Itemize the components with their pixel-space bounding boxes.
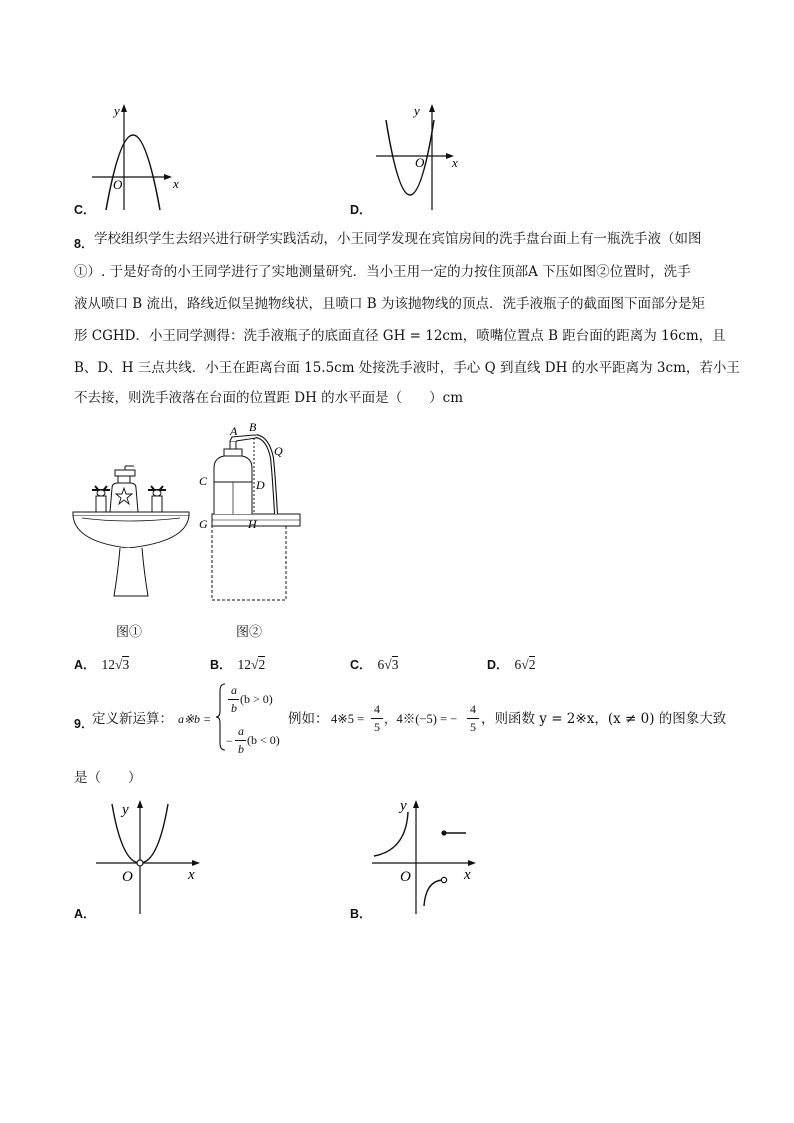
y-axis-label: y [400,798,407,814]
q9-text-line-2: 是（ ） [74,770,142,786]
q9-op-lhs: a※b = [178,712,212,726]
point-d-label: D [256,478,265,492]
q8-text-line-3: 液从喷口 B 流出，路线近似呈抛物线状，且喷口 B 为该抛物线的顶点．洗手液瓶子的截面图下面部分是矩 [74,296,706,312]
q8-text-line-2: ①）. 于是好奇的小王同学进行了实地测量研究．当小王用一定的力按住顶部A 下压如图②位置时，洗手 [74,264,691,280]
y-axis-label: y [122,802,129,818]
piecewise-brace [216,683,226,751]
point-b-label: B [249,420,257,434]
point-q-label: Q [274,444,283,458]
x-axis-label: x [464,867,471,883]
case2-neg: − [226,734,233,748]
option-radicand: 3 [391,657,399,672]
point-h-label: H [248,517,257,531]
q9-number: 9． [74,717,94,731]
q8-text-line-4: 形 CGHD．小王同学测得：洗手液瓶子的底面直径 GH = 12cm，喷嘴位置点 B 距台面的距离为 16cm，且 [74,328,726,344]
x-axis-label: x [188,867,195,883]
fraction-bar [235,740,246,741]
q8-text-line-6: 不去接，则洗手液落在台面的位置距 DH 的水平面是（ ）cm [74,390,464,406]
case1-frac-den: b [231,701,237,715]
case2-frac-den: b [238,742,244,756]
sqrt-icon: √ [115,657,123,672]
option-coef: 6 [377,657,385,672]
fraction-bar [467,718,479,719]
point-a-label: A [230,424,238,438]
q7-option-c-label: C． [74,203,96,217]
q8-option-b [210,654,265,673]
option-coef: 6 [514,657,522,672]
x-axis-label: x [173,176,179,191]
fraction-bar [371,718,383,719]
option-label: D． [487,658,509,672]
q9-graph-b [366,794,486,916]
q8-figure-2-diagram [194,418,304,604]
q8-figure-1-basin [68,462,194,602]
q8-number: 8． [74,237,94,251]
sqrt-icon: √ [251,657,259,672]
q9-option-b-label: B． [350,907,372,921]
q8-figure-1-caption: 图① [116,625,143,640]
option-radicand: 2 [528,657,536,672]
q7-graph-d [372,100,472,212]
point-g-label: G [199,517,208,531]
ex1-frac-den: 5 [374,720,380,734]
origin-label: O [113,177,123,192]
q9-graph-a [90,794,210,916]
y-axis-label: y [414,103,420,118]
option-radicand: 3 [122,657,130,672]
option-label: B． [210,658,232,672]
q8-option-c [350,654,398,673]
option-label: C． [350,658,372,672]
q9-option-a-label: A． [74,907,96,921]
sqrt-icon: √ [521,657,529,672]
option-label: A． [74,658,96,672]
case2-frac-num: a [238,724,244,738]
q7-graph-c [88,100,188,212]
fraction-bar [228,699,239,700]
q9-example-1-lhs: 4※5 = [331,712,365,726]
case1-condition: (b > 0) [240,692,273,706]
option-coef: 12 [237,657,252,672]
q9-example-2-lhs: ，4※(−5) = − [384,712,458,726]
sqrt-icon: √ [384,657,392,672]
origin-label: O [122,869,133,885]
q8-figure-2-caption: 图② [236,625,263,640]
q8-text-line-5: B、D、H 三点共线．小王在距离台面 15.5cm 处接洗手液时，手心 Q 到直线 DH 的水平距离为 3cm，若小王 [74,360,740,376]
option-coef: 12 [101,657,116,672]
y-axis-label: y [114,103,120,118]
point-c-label: C [199,474,208,488]
q9-tail: ，则函数 y = 2※x，(x ≠ 0) 的图象大致 [481,711,727,727]
option-radicand: 2 [258,657,266,672]
origin-label: O [400,869,411,885]
q9-example-prefix: 例如： [288,711,329,727]
q7-option-d-label: D． [350,203,372,217]
x-axis-label: x [452,155,458,170]
q8-text-line-1: 学校组织学生去绍兴进行研学实践活动，小王同学发现在宾馆房间的洗手盘台面上有一瓶洗手液（如图 [94,231,702,247]
q8-option-a [74,654,129,673]
ex2-frac-num: 4 [470,702,476,716]
ex1-frac-num: 4 [374,702,380,716]
ex2-frac-den: 5 [470,720,476,734]
case1-frac-num: a [231,683,237,697]
q9-lead: 定义新运算： [92,711,173,727]
case2-condition: (b < 0) [247,733,280,747]
q8-option-d [487,654,535,673]
origin-label: O [415,155,425,170]
